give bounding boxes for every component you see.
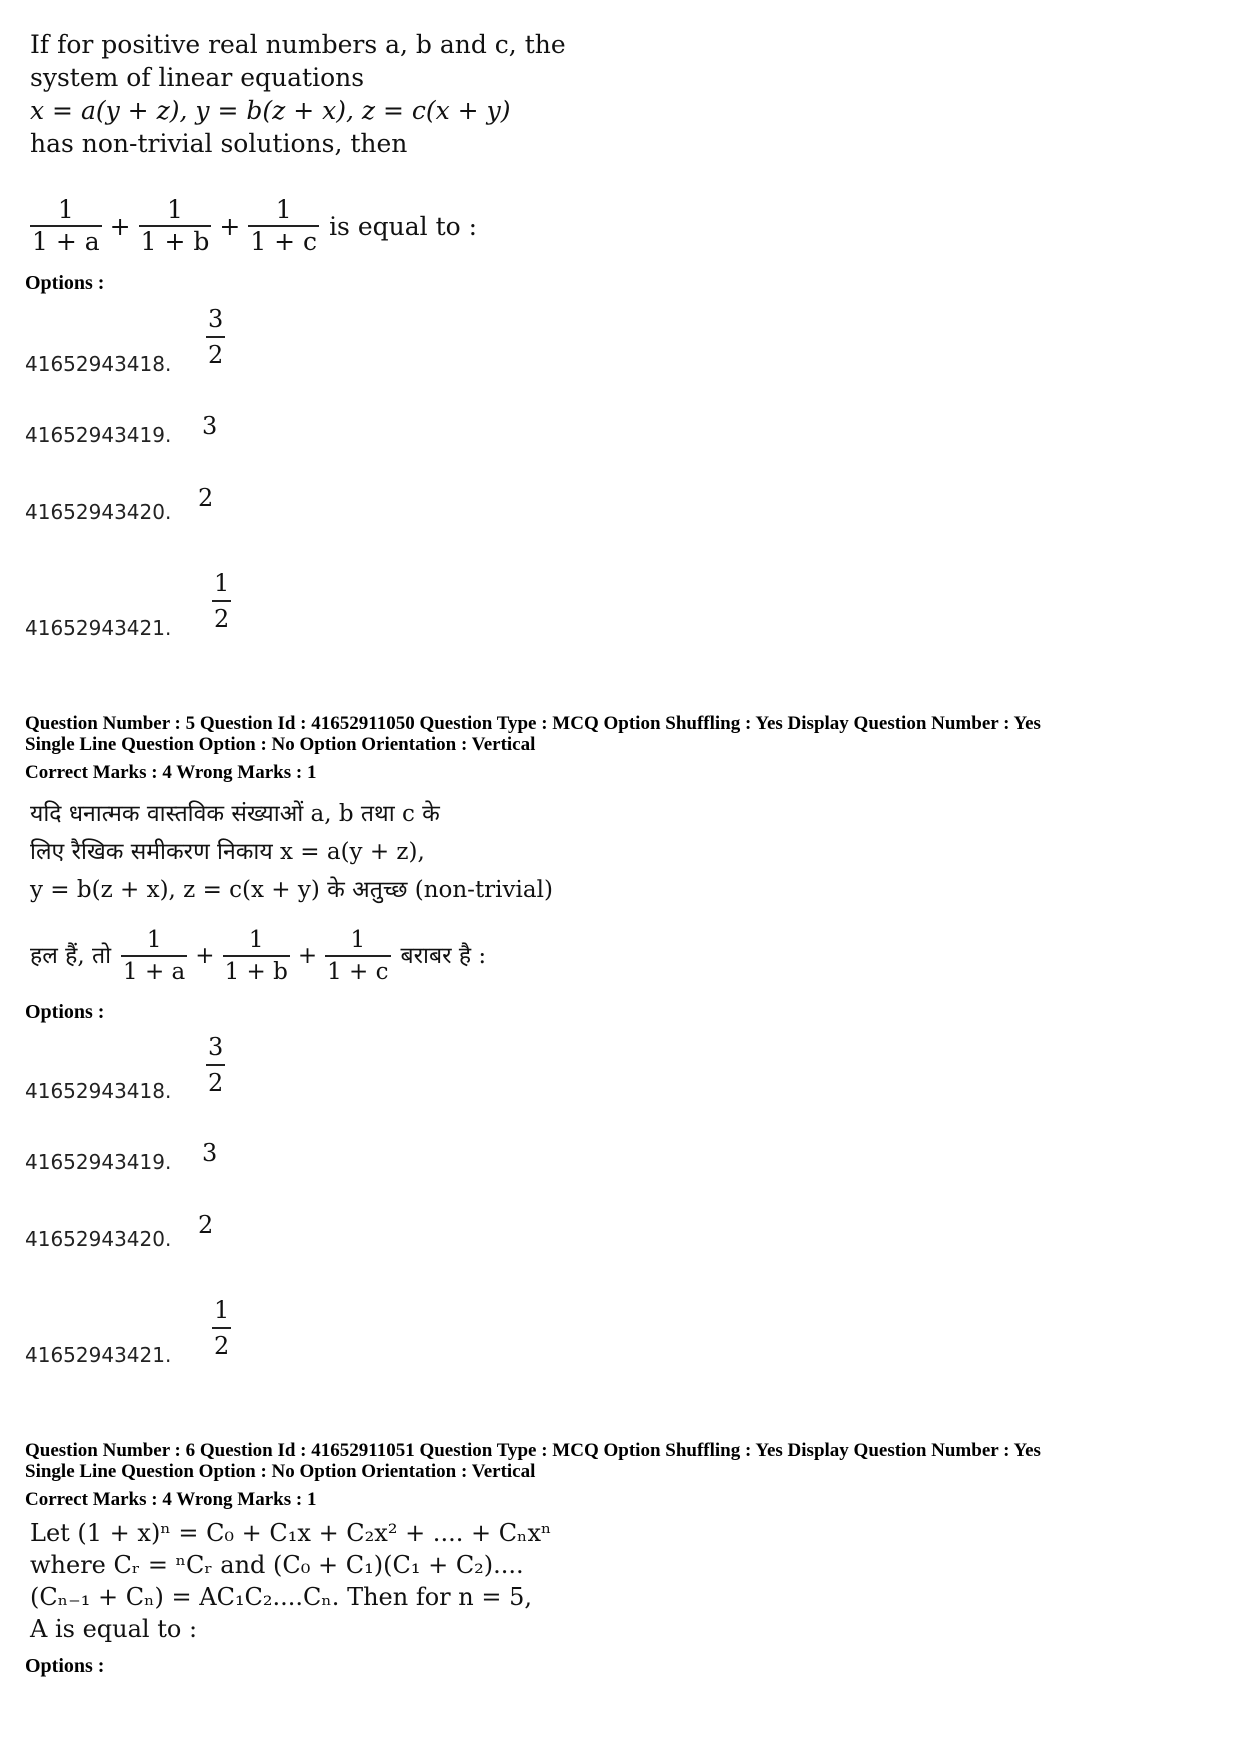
expression-tail: बराबर है : — [400, 942, 487, 969]
numerator: 1 — [57, 195, 74, 224]
fraction — [248, 195, 319, 257]
numerator: 1 — [350, 927, 366, 953]
expression-tail: is equal to : — [329, 211, 478, 241]
option-id: 41652943418. — [25, 1079, 172, 1103]
meta-line: Question Number : 6 Question Id : 41652911051 Question Type : MCQ Option Shuffling : Yes Display Question Number : Yes — [25, 1440, 1041, 1461]
option-value-fraction — [212, 1293, 231, 1363]
option-value: 2 — [198, 484, 214, 512]
fraction — [223, 925, 290, 987]
fraction — [121, 925, 187, 987]
question-line: y = b(z + x), z = c(x + y) के अतुच्छ (non-trivial) — [30, 877, 553, 903]
question-line: where Cᵣ = ⁿCᵣ and (C₀ + C₁)(C₁ + C₂).... — [30, 1551, 524, 1579]
plus-sign: + — [297, 942, 318, 969]
denominator: 1 + b — [224, 959, 288, 985]
question-5-meta — [25, 713, 1041, 755]
numerator: 1 — [146, 927, 162, 953]
plus-sign: + — [219, 211, 241, 241]
meta-line: Single Line Question Option : No Option Orientation : Vertical — [25, 1461, 536, 1482]
question-line: लिए रैखिक समीकरण निकाय x = a(y + z), — [30, 839, 425, 865]
option-value: 2 — [198, 1211, 214, 1239]
question-6-text — [30, 1517, 550, 1645]
option-id: 41652943419. — [25, 423, 172, 447]
question-6-meta — [25, 1440, 1041, 1482]
option-id: 41652943420. — [25, 1227, 172, 1251]
numerator: 1 — [214, 569, 230, 597]
question-4-text — [30, 28, 566, 160]
question-line: A is equal to : — [30, 1615, 198, 1643]
question-4-expression — [30, 195, 550, 257]
fraction — [30, 195, 102, 257]
numerator: 1 — [167, 195, 183, 224]
question-5-text — [30, 795, 553, 909]
plus-sign: + — [109, 211, 131, 241]
option-id: 41652943419. — [25, 1150, 172, 1174]
options-label: Options : — [25, 1001, 105, 1023]
option-value: 3 — [202, 412, 218, 440]
denominator: 1 + a — [123, 959, 186, 985]
numerator: 1 — [275, 195, 292, 224]
option-value-fraction — [212, 566, 231, 636]
question-line: If for positive real numbers a, b and c, the — [30, 30, 566, 59]
meta-line: Question Number : 5 Question Id : 41652911050 Question Type : MCQ Option Shuffling : Yes Display Question Number : Yes — [25, 713, 1041, 734]
denominator: 2 — [208, 1069, 224, 1097]
expression-lead: हल हैं, तो — [30, 942, 112, 969]
question-line: (Cₙ₋₁ + Cₙ) = AC₁C₂....Cₙ. Then for n = 5, — [30, 1583, 532, 1611]
denominator: 1 + c — [327, 959, 389, 985]
numerator: 3 — [208, 305, 224, 333]
denominator: 2 — [208, 341, 224, 369]
option-value: 3 — [202, 1139, 218, 1167]
denominator: 2 — [214, 1332, 230, 1360]
question-line: has non-trivial solutions, then — [30, 129, 408, 158]
option-id: 41652943421. — [25, 616, 172, 640]
fraction — [325, 925, 390, 987]
option-id: 41652943421. — [25, 1343, 172, 1367]
denominator: 1 + c — [250, 227, 318, 256]
option-value-fraction — [206, 302, 225, 372]
numerator: 3 — [208, 1033, 224, 1061]
option-value-fraction — [206, 1030, 225, 1100]
option-id: 41652943418. — [25, 352, 172, 376]
numerator: 1 — [248, 927, 264, 953]
fraction — [139, 195, 212, 257]
question-line: system of linear equations — [30, 63, 365, 92]
question-5-marks: Correct Marks : 4 Wrong Marks : 1 — [25, 762, 317, 783]
denominator: 1 + b — [140, 227, 210, 256]
equation-line: x = a(y + z), y = b(z + x), z = c(x + y) — [30, 96, 511, 125]
options-label: Options : — [25, 1655, 105, 1677]
meta-line: Single Line Question Option : No Option Orientation : Vertical — [25, 734, 536, 755]
plus-sign: + — [195, 942, 215, 969]
question-line: Let (1 + x)ⁿ = C₀ + C₁x + C₂x² + .... + Cₙxⁿ — [30, 1519, 552, 1547]
question-5-expression — [30, 925, 550, 987]
question-6-marks: Correct Marks : 4 Wrong Marks : 1 — [25, 1489, 317, 1510]
option-id: 41652943420. — [25, 500, 172, 524]
denominator: 1 + a — [32, 227, 100, 256]
question-line: यदि धनात्मक वास्तविक संख्याओं a, b तथा c के — [30, 801, 440, 827]
numerator: 1 — [214, 1296, 230, 1324]
denominator: 2 — [214, 605, 230, 633]
options-label: Options : — [25, 272, 105, 294]
